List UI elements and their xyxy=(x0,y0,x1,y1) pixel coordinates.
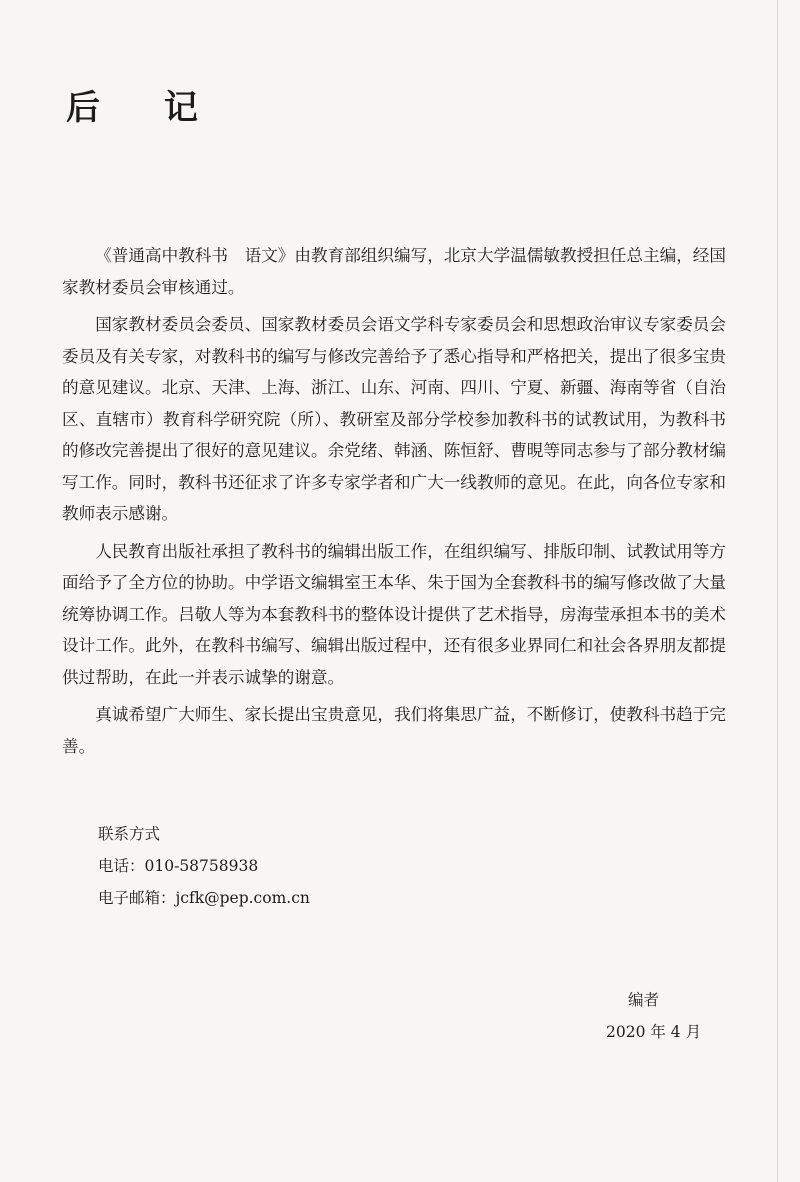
paragraph-1: 《普通高中教科书 语文》由教育部组织编写，北京大学温儒敏教授担任总主编，经国家教材委员会审核通过。 xyxy=(62,246,726,297)
page-title: 后 记 xyxy=(66,88,224,128)
paragraph-4: 真诚希望广大师生、家长提出宝贵意见，我们将集思广益，不断修订，使教科书趋于完善。 xyxy=(62,705,726,756)
contact-heading: 联系方式 xyxy=(98,825,161,843)
paragraph-2: 国家教材委员会委员、国家教材委员会语文学科专家委员会和思想政治审议专家委员会委员及有关专家，对教科书的编写与修改完善给予了悉心指导和严格把关，提出了很多宝贵的意见建议。北京、天津、上海、浙江、山东、河南、四川、宁夏、新疆、海南等省（自治区、直辖市）教育科学研究院（所）、教研室及部分学校参加教科书的试教试用，为教科书的修改完善提出了很好的意见建议。余党绪、韩涵、陈恒舒、曹晛等同志参与了部分教材编写工作。同时，教科书还征求了许多专家学者和广大一线教师的意见。在此，向各位专家和教师表示感谢。 xyxy=(62,315,726,523)
paragraph-3: 人民教育出版社承担了教科书的编辑出版工作，在组织编写、排版印制、试教试用等方面给予了全方位的协助。中学语文编辑室王本华、朱于国为全套教科书的编写修改做了大量统筹协调工作。吕敬人等为本套教科书的整体设计提供了艺术指导，房海莹承担本书的美术设计工作。此外，在教科书编写、编辑出版过程中，还有很多业界同仁和社会各界朋友都提供过帮助，在此一并表示诚挚的谢意。 xyxy=(62,541,726,687)
contact-email: 电子邮箱：jcfk@pep.com.cn xyxy=(98,889,310,907)
page-edge xyxy=(777,0,778,1182)
signature-date: 2020 年 4 月 xyxy=(606,1023,702,1041)
contact-phone: 电话：010-58758938 xyxy=(98,857,259,875)
body-text xyxy=(62,240,726,768)
signature-author: 编者 xyxy=(628,991,660,1009)
contact-block xyxy=(98,818,310,914)
signature-block xyxy=(606,984,726,1048)
